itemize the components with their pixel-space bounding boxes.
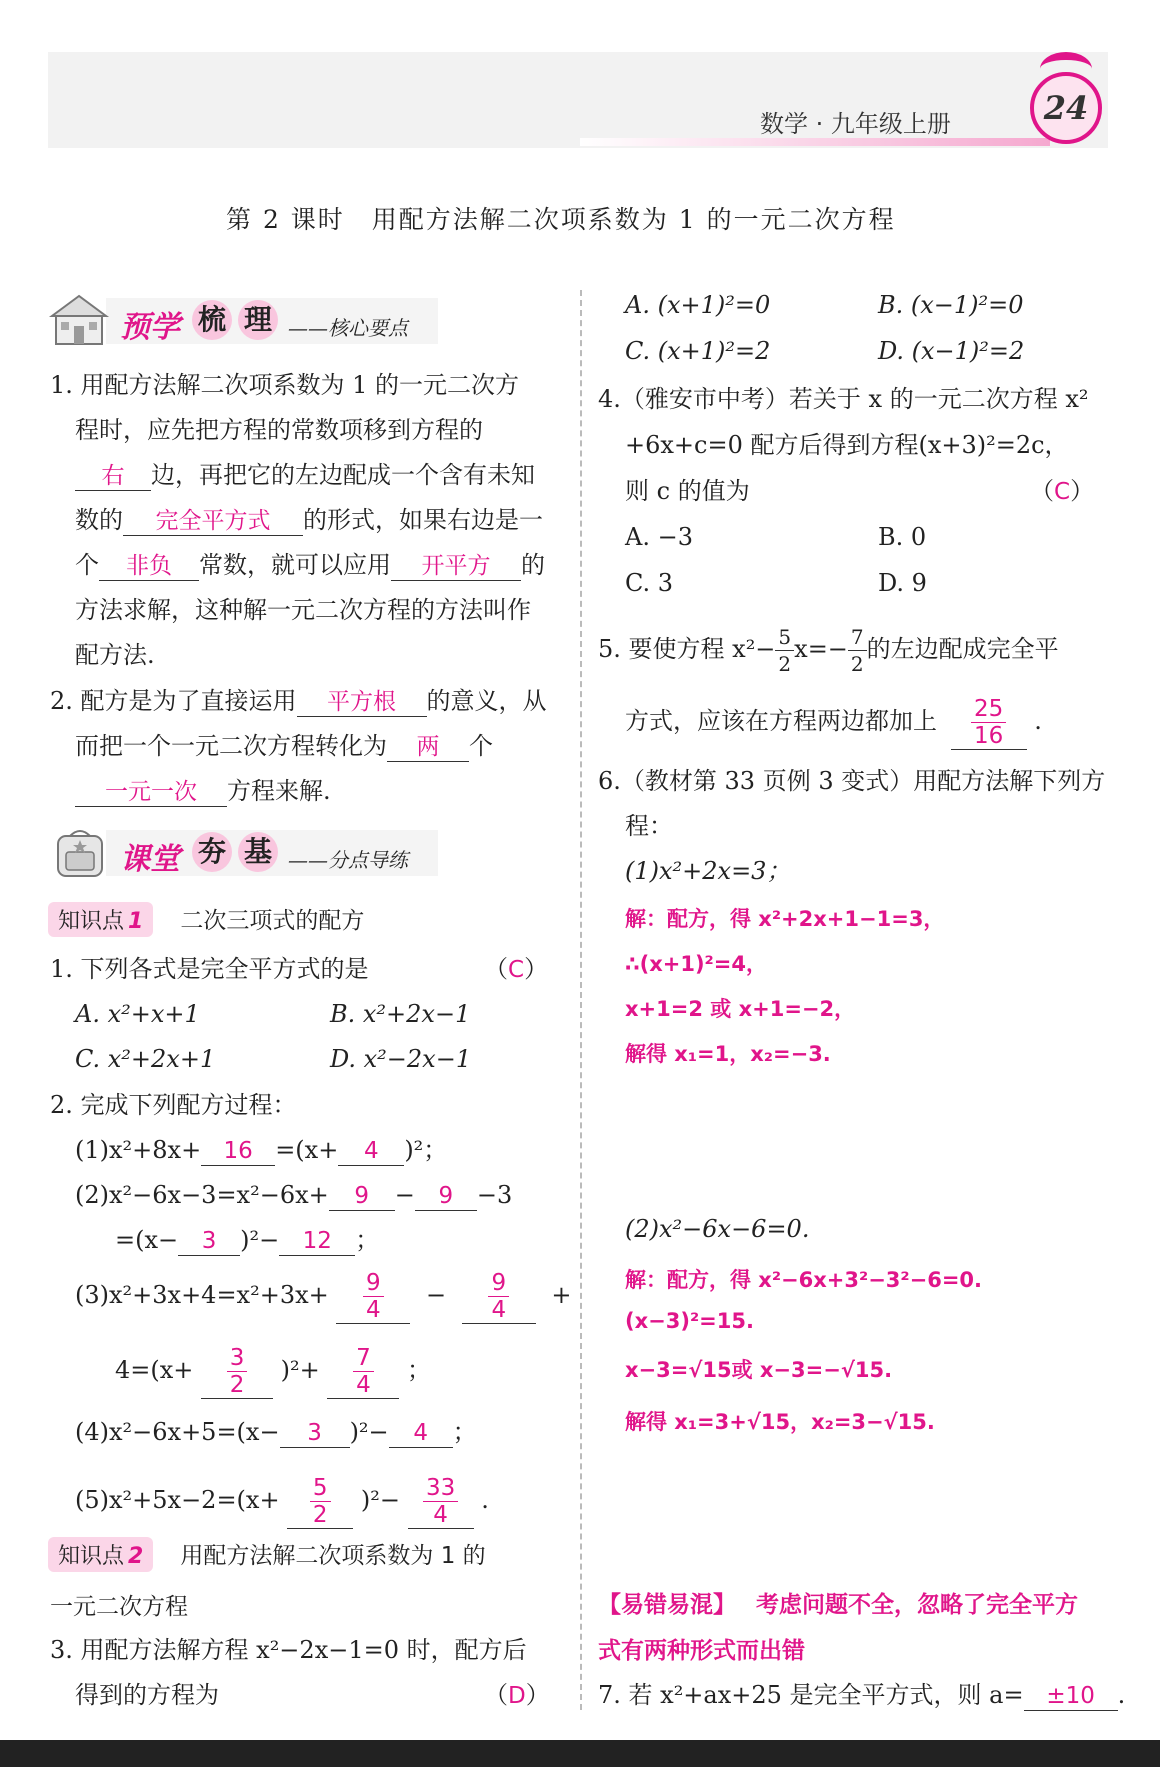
answer-blank[interactable]: 一元一次 [75,778,227,807]
q7: 7. 若 x²+ax+25 是完全平方式，则 a= ±10 . [598,1681,1126,1709]
answer-blank[interactable]: 9 [329,1182,395,1211]
q3-option-b: B. (x−1)²=0 [878,291,1024,319]
answer-blank[interactable]: 两 [387,733,469,762]
page-number: 24 [1043,89,1089,127]
q3-option-a: A. (x+1)²=0 [625,291,771,319]
answer-blank[interactable]: $\frac{5}{2}$ [287,1475,353,1529]
answer-blank[interactable]: 16 [201,1137,275,1166]
q6-solution2-line3: x−3=√15或 x−3=−√15. [625,1358,893,1382]
q6-solution1-line4: 解得 x₁=1，x₂=−3. [625,1042,831,1066]
answer-blank[interactable]: $\frac{7}{4}$ [327,1345,399,1399]
pre-q1-line2: 程时，应先把方程的常数项移到方程的 [75,416,483,444]
q4-option-c: C. 3 [625,569,674,597]
answer-blank[interactable]: $\frac{3}{2}$ [201,1345,273,1399]
column-divider [580,290,582,1710]
q3-option-c: C. (x+1)²=2 [625,337,771,365]
section-subtitle: ——分点导练 [288,848,408,872]
q5-line2: 方式，应该在方程两边都加上 $\frac{25}{16}$ . [625,696,1042,749]
pre-q1-line5: 个 非负 常数，就可以应用 开平方 的 [75,551,545,579]
section-title-c: 基 [238,832,278,872]
pre-q1-line1: 1. 用配方法解二次项系数为 1 的一元二次方 [50,371,520,399]
q3-line2: 得到的方程为 [75,1681,219,1709]
q6-solution1-line1: 解：配方，得 x²+2x+1−1=3， [625,907,945,931]
answer-blank[interactable]: $\frac{33}{4}$ [408,1475,474,1529]
q4-line2: +6x+c=0 配方后得到方程(x+3)²=2c， [625,431,1069,459]
q3-line1: 3. 用配方法解方程 x²−2x−1=0 时，配方后 [50,1636,527,1664]
q6-solution1-line2: ∴(x+1)²=4， [625,952,767,976]
q2-part5: (5)x²+5x−2=(x+ $\frac{5}{2}$ )²− $\frac{33}{4}$ . [75,1475,489,1528]
section-title-b: 夯 [192,832,232,872]
backpack-icon [50,826,110,878]
knowledge-point-2: 知识点 2 用配方法解二次项系数为 1 的 [48,1537,486,1572]
q5-line1: 5. 要使方程 x²− $\frac{5}{2}$ x=− $\frac{7}{2}$ 的左边配成完全平 [598,625,1059,676]
q3-answer: （D） [484,1681,550,1709]
q2-part1: (1)x²+8x+ 16 =(x+ 4 )²； [75,1136,448,1164]
q6-line2: 程： [625,812,673,840]
school-house-icon [48,294,110,346]
pre-q1-line4: 数的 完全平方式 的形式，如果右边是一 [75,506,543,534]
answer-blank[interactable]: $\frac{9}{4}$ [336,1270,410,1324]
q6-line1: 6.（教材第 33 页例 3 变式）用配方法解下列方 [598,767,1106,795]
q4-line1: 4.（雅安市中考）若关于 x 的一元二次方程 x² [598,385,1089,413]
answer-blank[interactable]: $\frac{9}{4}$ [462,1270,536,1324]
answer-blank[interactable]: 平方根 [297,688,427,717]
q2-part3-line2: 4=(x+ $\frac{3}{2}$ )²+ $\frac{7}{4}$ ； [115,1345,432,1398]
answer-blank[interactable]: ±10 [1024,1682,1118,1711]
q2-part2-line2: =(x− 3 )²− 12 ； [115,1226,380,1254]
q2-stem: 2. 完成下列配方过程： [50,1091,297,1119]
answer-blank[interactable]: 3 [178,1227,240,1256]
header-subject: 数学 · 九年级上册 [760,110,951,138]
q1-stem: 1. 下列各式是完全平方式的是 [50,955,369,983]
q6-solution1-line3: x+1=2 或 x+1=−2， [625,997,856,1021]
q1-option-b: B. x²+2x−1 [330,1000,471,1028]
q1-option-c: C. x²+2x+1 [75,1045,216,1073]
answer-blank[interactable]: 开平方 [391,552,521,581]
q3-option-d: D. (x−1)²=2 [878,337,1025,365]
q2-part3-line1: (3)x²+3x+4=x²+3x+ $\frac{9}{4}$ − $\frac{9}{4}$ + [75,1270,572,1323]
q6-solution2-line2: (x−3)²=15. [625,1309,754,1333]
q4-option-d: D. 9 [878,569,927,597]
q4-option-a: A. −3 [625,523,693,551]
q2-part4: (4)x²−6x+5=(x− 3 )²− 4 ； [75,1418,477,1446]
common-mistake-note-line1: 【易错易混】 考虑问题不全，忽略了完全平方 [598,1592,1079,1618]
answer-blank[interactable]: 3 [280,1419,350,1448]
q1-option-d: D. x²−2x−1 [330,1045,472,1073]
q4-option-b: B. 0 [878,523,927,551]
badge-swirl-icon [1040,52,1092,86]
knowledge-point-1: 知识点 1 二次三项式的配方 [48,902,364,937]
q4-answer: （C） [1030,477,1095,505]
section-subtitle: ——核心要点 [288,316,408,340]
section-title-b: 梳 [192,300,232,340]
pre-q1-line7: 配方法. [75,641,155,669]
pre-q2-line2: 而把一个一元二次方程转化为 两 个 [75,732,493,760]
section-title-a: 课堂 [120,842,180,877]
bottom-edge [0,1740,1160,1767]
q6-solution2-line4: 解得 x₁=3+√15，x₂=3−√15. [625,1410,935,1434]
common-mistake-tag: 【易错易混】 [598,1592,736,1618]
q6-part2: (2)x²−6x−6=0. [625,1215,810,1243]
section-header-preview [48,290,438,348]
header-pink-stripe [580,138,1050,146]
pre-q2-line3: 一元一次 方程来解. [75,776,331,807]
pre-q2-line1: 2. 配方是为了直接运用 平方根 的意义，从 [50,687,547,715]
answer-blank[interactable]: 12 [279,1227,355,1256]
answer-blank[interactable]: 4 [338,1137,404,1166]
answer-blank[interactable]: 4 [389,1419,453,1448]
q1-option-a: A. x²+x+1 [75,1000,200,1028]
section-title-a: 预学 [120,310,180,345]
q1-answer: （C） [484,955,549,983]
section-header-practice [48,822,438,880]
q4-line3: 则 c 的值为 [625,477,750,505]
q6-part1: (1)x²+2x=3； [625,857,791,885]
pre-q1-line3: 右 边，再把它的左边配成一个含有未知 [75,460,535,491]
answer-blank[interactable]: 非负 [99,552,199,581]
pre-q1-line6: 方法求解，这种解一元二次方程的方法叫作 [75,596,531,624]
knowledge-point-2-title-cont: 一元二次方程 [50,1594,188,1620]
common-mistake-note-line2: 式有两种形式而出错 [598,1638,805,1664]
section-title-c: 理 [238,300,278,340]
answer-blank[interactable]: 完全平方式 [123,507,303,536]
answer-blank[interactable]: $\frac{25}{16}$ [951,696,1027,750]
q6-solution2-line1: 解：配方，得 x²−6x+3²−3²−6=0. [625,1268,983,1292]
q2-part2-line1: (2)x²−6x−3=x²−6x+ 9 − 9 −3 [75,1181,513,1209]
lesson-title: 第 2 课时 用配方法解二次项系数为 1 的一元二次方程 [226,205,896,234]
answer-blank[interactable]: 右 [75,462,151,491]
answer-blank[interactable]: 9 [415,1182,477,1211]
